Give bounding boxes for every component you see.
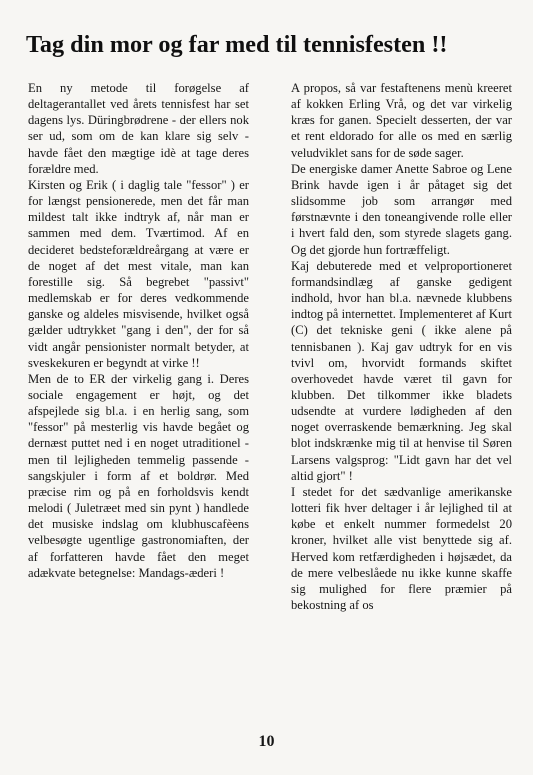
page-number: 10 <box>258 733 275 750</box>
paragraph: Men de to ER der virkelig gang i. Deres sociale engagement er højt, og det afspejlede sig bl.a. i en herlig sang, som "fessor" på mesterlig vis havde begået og dernæst puttet ned i en noget utraditionel - men til lejligheden temmelig passende - sangskjuler i form af et boldrør. Med præcise rim og på en forholdsvis kendt melodi ( Juletræet med sin pynt ) handlede det musiske indslag om klubhuscafèens velbesøgte ugentlige gastronomiaften, der af forfatteren havde fået den meget adækvate betegnelse: Mandags-æderi ! <box>28 371 249 580</box>
paragraph: Kaj debuterede med et velproportioneret formandsindlæg af ganske gedigent indhold, hvor han bl.a. nævnede klubbens indtog på internettet. Implementeret af Kurt (C) det tekniske geni ( ikke alene på tennisbanen ). Kaj gav udtryk for en vis tvivl om, hvorvidt formands skiftet overhovedet havde været til gavn for klubben. Det tilkommer ikke bladets udsendte at vurdere lødigheden af den noget overraskende bemærkning. Jeg skal blot indskrænke mig til at henvise til Søren Larsens valgsprog: "Lidt gavn har det vel altid gjort" ! <box>291 258 512 483</box>
paragraph: I stedet for det sædvanlige amerikanske lotteri fik hver deltager i år lejlighed til at købe et enkelt nummer formedelst 20 kroner, hvilket alle vist benyttede sig af. Herved kom retfærdigheden i højsædet, da de mere velbeslåede nu ikke kunne skaffe sig mulighed for flere præmier på bekostning af os <box>291 484 512 612</box>
paragraph: Kirsten og Erik ( i daglig tale "fessor" ) er for længst pensionerede, men det får man mildest talt ikke indtryk af, når man er sammen med dem. Tværtimod. Af en decideret bedsteforældreårgang at være er de noget af det mest vitale, man kan forestille sig. Så begrebet "passivt" medlemskab er for deres vedkommende ganske og aldeles misvisende, hvilket også gælder udtrykket "gang i den", der for så vidt angår pensionister normalt betyder, at sveskekuren er begyndt at virke !! <box>28 177 249 370</box>
right-column <box>291 80 512 613</box>
paragraph: A propos, så var festaftenens menù kreeret af kokken Erling Vrå, og det var virkelig kræs for ganen. Specielt desserten, der var et rent eldorado for alle os med en særlig veludviklet sans for de søde sager. <box>291 81 512 160</box>
paragraph: En ny metode til forøgelse af deltagerantallet ved årets tennisfest har set dagens lys. Düringbrødrene - der ellers nok ser ud, som om de kan klare sig selv - havde fået den mægtige idè at tage deres forældre med. <box>28 81 249 176</box>
left-column <box>28 80 249 613</box>
article-body <box>28 80 512 613</box>
page-title: Tag din mor og far med til tennisfesten !! <box>26 31 448 58</box>
paragraph: De energiske damer Anette Sabroe og Lene Brink havde igen i år påtaget sig det slidsomme job som arrangør med førstnævnte i den toneangivende rolle eller i hvert fald den, som styrede slagets gang. Og det gjorde hun fortræffeligt. <box>291 161 512 257</box>
